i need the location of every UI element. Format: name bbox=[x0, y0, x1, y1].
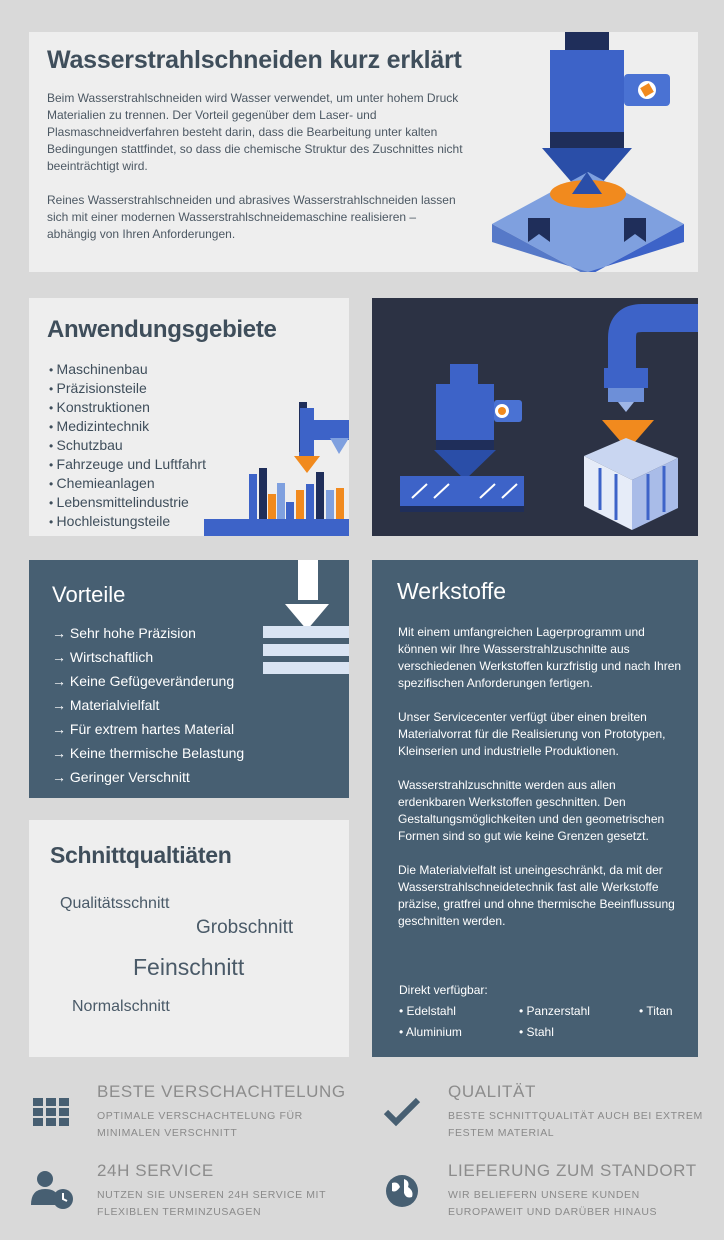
quality-word: Normalschnitt bbox=[72, 998, 170, 1015]
advantages-card bbox=[29, 560, 349, 798]
cutting-press-illustration bbox=[263, 560, 349, 684]
list-item: → Keine thermische Belastung bbox=[52, 741, 244, 765]
bar-chart-illustration bbox=[204, 398, 349, 536]
feature-service bbox=[29, 1161, 359, 1221]
list-item: → Sehr hohe Präzision bbox=[52, 621, 244, 645]
cut-qualities-title: Schnittqualtiäten bbox=[50, 842, 232, 868]
feature-title: QUALITÄT bbox=[448, 1082, 536, 1101]
list-item: • Schutzbau bbox=[49, 436, 206, 455]
feature-description: WIR BELIEFERN UNSERE KUNDEN EUROPAWEIT UND DARÜBER HINAUS bbox=[448, 1189, 658, 1218]
material-item: • Stahl bbox=[519, 1025, 554, 1039]
quality-word: Feinschnitt bbox=[133, 954, 245, 980]
list-item: • Chemieanlagen bbox=[49, 474, 206, 493]
list-item: → Wirtschaftlich bbox=[52, 645, 244, 669]
list-item: • Hochleistungsteile bbox=[49, 512, 206, 531]
globe-icon bbox=[380, 1165, 426, 1211]
advantages-title: Vorteile bbox=[52, 582, 126, 607]
list-item: → Für extrem hartes Material bbox=[52, 717, 244, 741]
cut-qualities-card bbox=[29, 820, 349, 1057]
feature-title: BESTE VERSCHACHTELUNG bbox=[97, 1082, 346, 1101]
applications-list bbox=[49, 360, 206, 531]
list-item: → Geringer Verschnitt bbox=[52, 765, 244, 789]
list-item: • Lebensmittelindustrie bbox=[49, 493, 206, 512]
list-item: → Materialvielfalt bbox=[52, 693, 244, 717]
checkmark-icon bbox=[380, 1086, 426, 1132]
feature-description: OPTIMALE VERSCHACHTELUNG FÜR MINIMALEN VERSCHNITT bbox=[97, 1110, 303, 1139]
user-clock-icon bbox=[29, 1165, 75, 1211]
materials-paragraph: Die Materialvielfalt ist uneingeschränkt, da mit der Wasserstrahlschneidetechnik fast alle Werkstoffe präzise, gratfrei und ohne thermische Beeinflussung geschnitten werden. bbox=[398, 863, 675, 928]
feature-title: 24H SERVICE bbox=[97, 1161, 214, 1180]
list-item: • Medizintechnik bbox=[49, 417, 206, 436]
applications-title: Anwendungsgebiete bbox=[47, 316, 277, 343]
intro-card bbox=[29, 32, 698, 272]
feature-nesting bbox=[29, 1082, 359, 1142]
material-item: • Aluminium bbox=[399, 1025, 462, 1039]
quality-word: Grobschnitt bbox=[196, 917, 294, 938]
machine-illustration-card bbox=[372, 298, 698, 536]
list-item: • Konstruktionen bbox=[49, 398, 206, 417]
grid-icon bbox=[29, 1086, 75, 1132]
list-item: • Fahrzeuge und Luftfahrt bbox=[49, 455, 206, 474]
cutting-machines-illustration bbox=[372, 298, 698, 536]
material-item: • Edelstahl bbox=[399, 1004, 456, 1018]
intro-paragraph-2: Reines Wasserstrahlschneiden und abrasives Wasserstrahlschneiden lassen sich mit einer modernen Wasserstrahlschneidemaschine realisieren – abhängig von Ihren Anforderungen. bbox=[47, 193, 456, 241]
intro-paragraph-1: Beim Wasserstrahlschneiden wird Wasser verwendet, um unter hohem Druck Materialien zu trennen. Der Vorteil gegenüber dem Laser- und Plasmaschneidverfahren besteht darin, dass die Bearbeitung unter kalten Bedingungen stattfindet, so dass die chemische Struktur des Zuschnittes nicht beeinträchtigt wird. bbox=[47, 91, 463, 173]
waterjet-nozzle-illustration bbox=[484, 32, 698, 272]
list-item: • Maschinenbau bbox=[49, 360, 206, 379]
material-item: • Panzerstahl bbox=[519, 1004, 590, 1018]
feature-quality bbox=[380, 1082, 710, 1142]
materials-card bbox=[372, 560, 698, 1057]
intro-title: Wasserstrahlschneiden kurz erklärt bbox=[47, 46, 462, 74]
feature-description: BESTE SCHNITTQUALITÄT AUCH BEI EXTREM FESTEM MATERIAL bbox=[448, 1110, 703, 1139]
list-item: → Keine Gefügeveränderung bbox=[52, 669, 244, 693]
material-item: • Titan bbox=[639, 1004, 673, 1018]
feature-title: LIEFERUNG ZUM STANDORT bbox=[448, 1161, 697, 1180]
feature-description: NUTZEN SIE UNSEREN 24H SERVICE MIT FLEXIBLEN TERMINZUSAGEN bbox=[97, 1189, 326, 1218]
feature-delivery bbox=[380, 1161, 710, 1221]
quality-word: Qualitätsschnitt bbox=[60, 895, 170, 912]
materials-title: Werkstoffe bbox=[397, 578, 507, 604]
materials-paragraph: Unser Servicecenter verfügt über einen breiten Materialvorrat für die Realisierung von Prototypen, Kleinserien und industrielle Produktionen. bbox=[398, 710, 666, 758]
materials-paragraph: Wasserstrahlzuschnitte werden aus allen erdenkbaren Werkstoffen geschnitten. Den Gestaltungsmöglichkeiten und den geometrischen Formen sind so gut wie keine Grenzen gesetzt. bbox=[398, 778, 665, 843]
list-item: • Präzisionsteile bbox=[49, 379, 206, 398]
materials-paragraph: Mit einem umfangreichen Lagerprogramm und können wir Ihre Wasserstrahlzuschnitte aus verschiedenen Werkstoffen kurzfristig und nach Ihren spezifischen Anforderungen fertigen. bbox=[398, 625, 682, 690]
advantages-list bbox=[52, 621, 244, 789]
applications-card bbox=[29, 298, 349, 536]
available-materials-title: Direkt verfügbar: bbox=[399, 983, 488, 997]
